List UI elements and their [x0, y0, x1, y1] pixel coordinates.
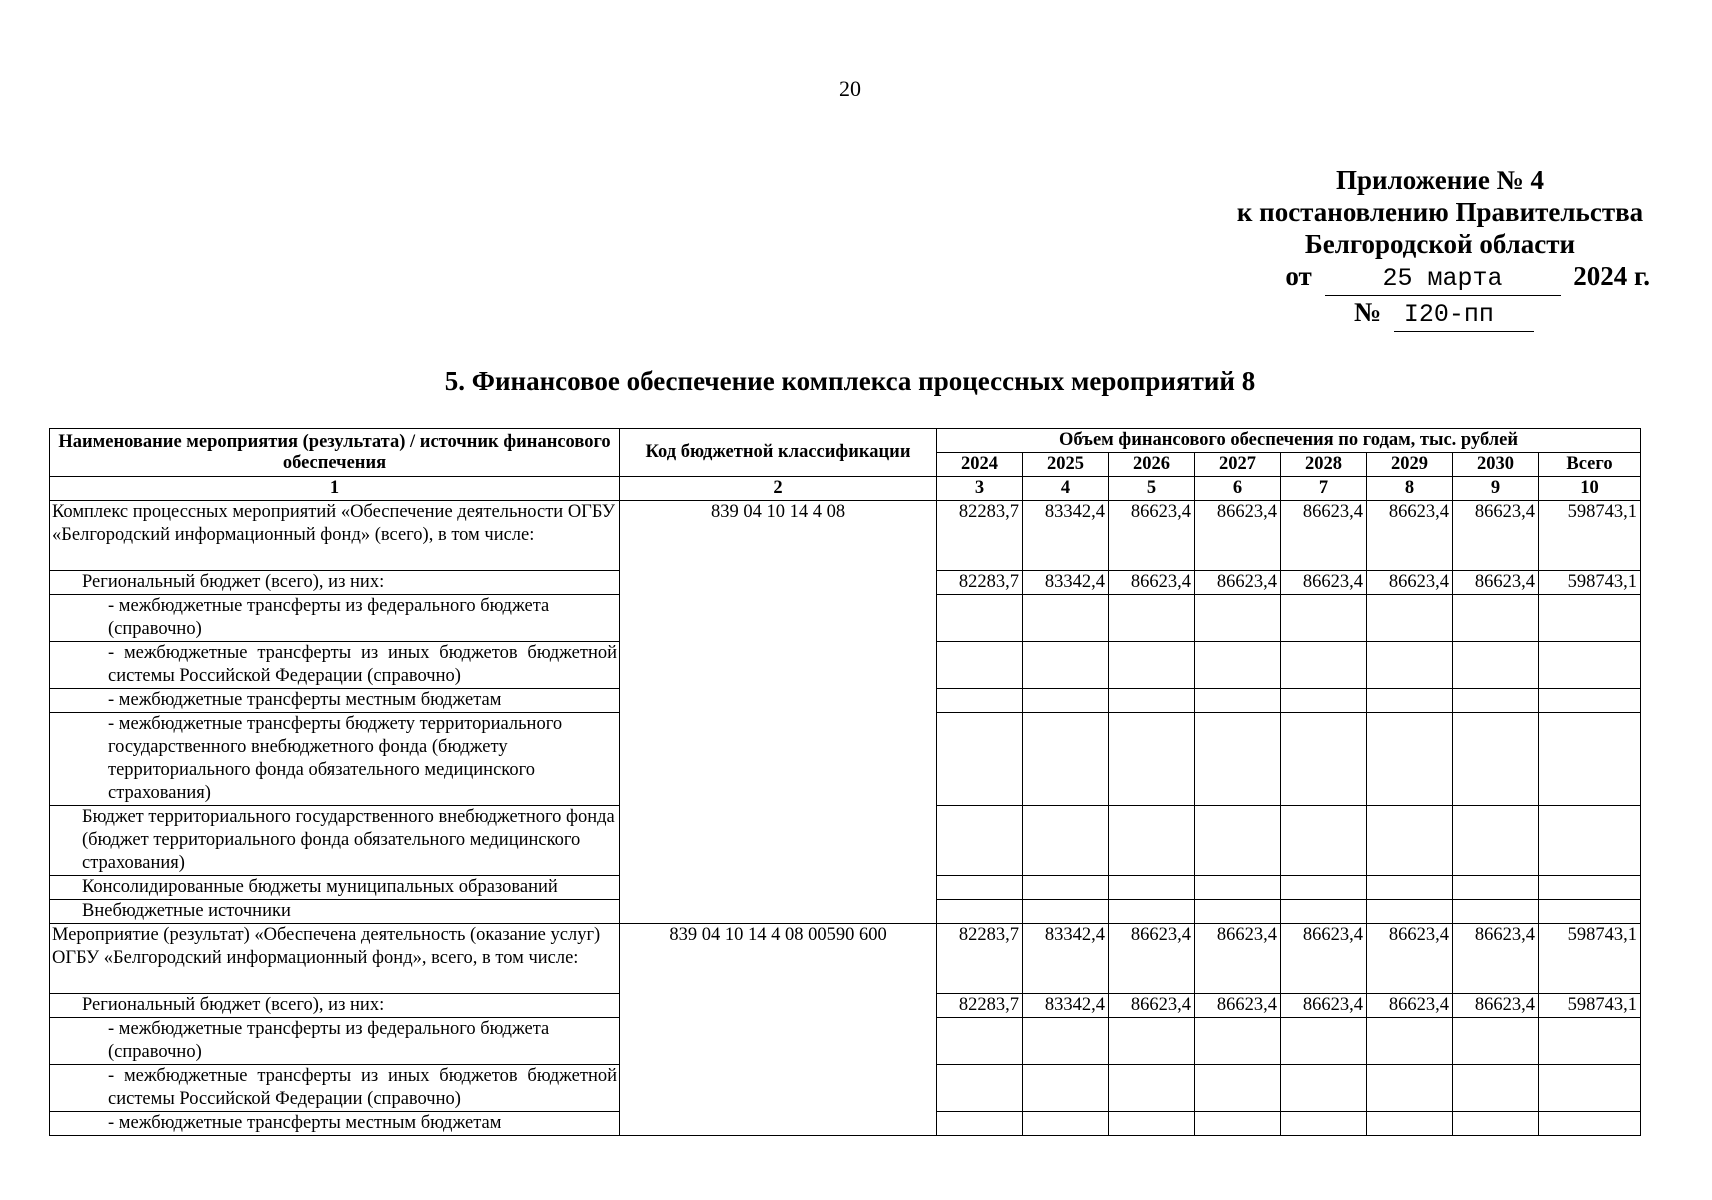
- row-value: [1453, 642, 1539, 689]
- row-value: [1195, 900, 1281, 924]
- row-value: [1109, 900, 1195, 924]
- row-value: [1281, 806, 1367, 876]
- row-value: 83342,4: [1023, 994, 1109, 1018]
- row-name: - межбюджетные трансферты бюджету территориального государственного внебюджетного фонда (бюджету территориального фонда обязательного медицинского страхования): [50, 713, 620, 806]
- row-value: 86623,4: [1281, 501, 1367, 571]
- row-value: [1195, 1065, 1281, 1112]
- row-value: 86623,4: [1281, 994, 1367, 1018]
- header-year: 2025: [1023, 453, 1109, 477]
- row-value: [1281, 595, 1367, 642]
- row-value: [937, 806, 1023, 876]
- row-total: 598743,1: [1539, 571, 1641, 595]
- row-value: [1453, 1018, 1539, 1065]
- header-volume: Объем финансового обеспечения по годам, тыс. рублей: [937, 429, 1641, 453]
- budget-code: 839 04 10 14 4 08: [620, 501, 937, 924]
- number-value: I20-пп: [1394, 299, 1534, 332]
- row-value: 82283,7: [937, 994, 1023, 1018]
- row-total: [1539, 1018, 1641, 1065]
- row-value: [937, 689, 1023, 713]
- row-total: [1539, 595, 1641, 642]
- section-title: 5. Финансовое обеспечение комплекса процессных мероприятий 8: [444, 366, 1256, 396]
- row-name: - межбюджетные трансферты местным бюджетам: [50, 1112, 620, 1136]
- row-value: [1023, 806, 1109, 876]
- row-value: 86623,4: [1367, 994, 1453, 1018]
- row-name: - межбюджетные трансферты из иных бюджетов бюджетной системы Российской Федерации (справочно): [50, 1065, 620, 1112]
- row-value: 86623,4: [1195, 571, 1281, 595]
- row-value: [1109, 1065, 1195, 1112]
- row-value: [937, 1065, 1023, 1112]
- row-value: [1023, 595, 1109, 642]
- row-value: 86623,4: [1367, 501, 1453, 571]
- column-number: 7: [1281, 477, 1367, 501]
- row-name: Комплекс процессных мероприятий «Обеспечение деятельности ОГБУ «Белгородский информационный фонд» (всего), в том числе:: [50, 501, 620, 571]
- date-value: 25 марта: [1325, 263, 1561, 296]
- header-name: Наименование мероприятия (результата) / источник финансового обеспечения: [50, 429, 620, 477]
- appendix-region: Белгородской области: [1304, 229, 1576, 259]
- row-value: [937, 1018, 1023, 1065]
- row-value: 82283,7: [937, 924, 1023, 994]
- row-value: [1109, 642, 1195, 689]
- row-value: [1023, 900, 1109, 924]
- row-value: [1281, 900, 1367, 924]
- row-value: [937, 900, 1023, 924]
- row-value: [1367, 713, 1453, 806]
- row-value: [1453, 1065, 1539, 1112]
- row-value: [1281, 689, 1367, 713]
- row-value: 83342,4: [1023, 924, 1109, 994]
- header-row-1: [50, 429, 1641, 453]
- row-value: [1453, 1112, 1539, 1136]
- row-value: [1195, 689, 1281, 713]
- row-value: [1195, 1018, 1281, 1065]
- row-value: [1453, 689, 1539, 713]
- row-value: 86623,4: [1281, 924, 1367, 994]
- row-value: [1281, 642, 1367, 689]
- row-value: [1023, 689, 1109, 713]
- row-value: [1453, 876, 1539, 900]
- row-value: [937, 876, 1023, 900]
- row-value: [1367, 1112, 1453, 1136]
- row-value: [1023, 642, 1109, 689]
- row-value: [937, 1112, 1023, 1136]
- row-value: [1195, 642, 1281, 689]
- header-year: 2030: [1453, 453, 1539, 477]
- row-total: [1539, 689, 1641, 713]
- row-value: [1109, 1112, 1195, 1136]
- row-value: [937, 713, 1023, 806]
- row-value: 82283,7: [937, 501, 1023, 571]
- row-value: [1367, 1018, 1453, 1065]
- appendix-resolution: к постановлению Правительства: [1236, 197, 1644, 227]
- date-prefix: от: [1285, 261, 1312, 291]
- row-value: 83342,4: [1023, 501, 1109, 571]
- row-value: [1109, 806, 1195, 876]
- row-total: [1539, 713, 1641, 806]
- row-value: [1453, 806, 1539, 876]
- row-name: Мероприятие (результат) «Обеспечена деятельность (оказание услуг) ОГБУ «Белгородский информационный фонд», всего, в том числе:: [50, 924, 620, 994]
- row-name: - межбюджетные трансферты из федерального бюджета (справочно): [50, 1018, 620, 1065]
- row-value: 86623,4: [1109, 994, 1195, 1018]
- row-value: [1195, 806, 1281, 876]
- date-suffix: 2024 г.: [1573, 261, 1650, 291]
- row-name: - межбюджетные трансферты из федерального бюджета (справочно): [50, 595, 620, 642]
- row-value: 86623,4: [1453, 994, 1539, 1018]
- row-value: [1453, 595, 1539, 642]
- row-total: [1539, 1112, 1641, 1136]
- appendix-number-line: [1210, 296, 1670, 332]
- row-value: [1195, 876, 1281, 900]
- header-total: Всего: [1539, 453, 1641, 477]
- row-value: [1367, 876, 1453, 900]
- row-total: 598743,1: [1539, 501, 1641, 571]
- row-value: [937, 642, 1023, 689]
- column-number: 9: [1453, 477, 1539, 501]
- column-number: 1: [50, 477, 620, 501]
- row-value: [1281, 1018, 1367, 1065]
- row-value: 86623,4: [1453, 501, 1539, 571]
- row-value: [1453, 900, 1539, 924]
- row-value: [1109, 1018, 1195, 1065]
- row-value: [1195, 595, 1281, 642]
- row-value: [1281, 1065, 1367, 1112]
- column-number: 3: [937, 477, 1023, 501]
- row-value: 86623,4: [1281, 571, 1367, 595]
- column-number-row: [50, 477, 1641, 501]
- row-value: [1023, 1065, 1109, 1112]
- row-value: [1281, 876, 1367, 900]
- row-value: [1367, 900, 1453, 924]
- row-value: 86623,4: [1109, 501, 1195, 571]
- row-total: 598743,1: [1539, 924, 1641, 994]
- header-year: 2029: [1367, 453, 1453, 477]
- header-year: 2026: [1109, 453, 1195, 477]
- row-value: [1367, 642, 1453, 689]
- appendix-block: [1210, 164, 1670, 332]
- row-total: 598743,1: [1539, 994, 1641, 1018]
- row-value: 82283,7: [937, 571, 1023, 595]
- row-name: Региональный бюджет (всего), из них:: [50, 571, 620, 595]
- column-number: 10: [1539, 477, 1641, 501]
- column-number: 6: [1195, 477, 1281, 501]
- row-total: [1539, 806, 1641, 876]
- row-value: [1195, 713, 1281, 806]
- row-name: - межбюджетные трансферты местным бюджетам: [50, 689, 620, 713]
- row-value: 86623,4: [1367, 924, 1453, 994]
- row-value: [1281, 1112, 1367, 1136]
- row-name: Внебюджетные источники: [50, 900, 620, 924]
- row-value: [1367, 1065, 1453, 1112]
- row-value: 86623,4: [1109, 571, 1195, 595]
- budget-code: 839 04 10 14 4 08 00590 600: [620, 924, 937, 1136]
- row-value: [1195, 1112, 1281, 1136]
- row-value: 86623,4: [1109, 924, 1195, 994]
- row-value: [1023, 713, 1109, 806]
- row-value: [1109, 689, 1195, 713]
- appendix-title: Приложение № 4: [1336, 165, 1544, 195]
- row-value: [1367, 595, 1453, 642]
- appendix-date-line: [1210, 260, 1670, 296]
- row-name: Бюджет территориального государственного внебюджетного фонда (бюджет территориального фонда обязательного медицинского страхования): [50, 806, 620, 876]
- row-value: [1109, 595, 1195, 642]
- row-value: [1023, 1018, 1109, 1065]
- header-year: 2024: [937, 453, 1023, 477]
- header-year: 2028: [1281, 453, 1367, 477]
- row-value: 86623,4: [1367, 571, 1453, 595]
- row-name: Консолидированные бюджеты муниципальных образований: [50, 876, 620, 900]
- row-value: [1453, 713, 1539, 806]
- row-value: [1281, 713, 1367, 806]
- row-name: Региональный бюджет (всего), из них:: [50, 994, 620, 1018]
- row-value: 83342,4: [1023, 571, 1109, 595]
- row-value: 86623,4: [1195, 994, 1281, 1018]
- row-value: [1367, 689, 1453, 713]
- table-row: [50, 924, 1641, 994]
- number-prefix: №: [1354, 297, 1382, 327]
- column-number: 8: [1367, 477, 1453, 501]
- header-year: 2027: [1195, 453, 1281, 477]
- row-total: [1539, 900, 1641, 924]
- row-value: [1109, 876, 1195, 900]
- row-value: [1023, 1112, 1109, 1136]
- row-total: [1539, 1065, 1641, 1112]
- page-number: 20: [839, 76, 861, 101]
- row-value: 86623,4: [1195, 501, 1281, 571]
- row-total: [1539, 876, 1641, 900]
- row-value: 86623,4: [1195, 924, 1281, 994]
- row-total: [1539, 642, 1641, 689]
- financing-table: [49, 428, 1641, 1136]
- table-row: [50, 501, 1641, 571]
- column-number: 4: [1023, 477, 1109, 501]
- row-value: [937, 595, 1023, 642]
- row-value: 86623,4: [1453, 924, 1539, 994]
- row-name: - межбюджетные трансферты из иных бюджетов бюджетной системы Российской Федерации (справочно): [50, 642, 620, 689]
- row-value: [1023, 876, 1109, 900]
- header-code: Код бюджетной классификации: [620, 429, 937, 477]
- row-value: [1367, 806, 1453, 876]
- column-number: 5: [1109, 477, 1195, 501]
- row-value: [1109, 713, 1195, 806]
- row-value: 86623,4: [1453, 571, 1539, 595]
- column-number: 2: [620, 477, 937, 501]
